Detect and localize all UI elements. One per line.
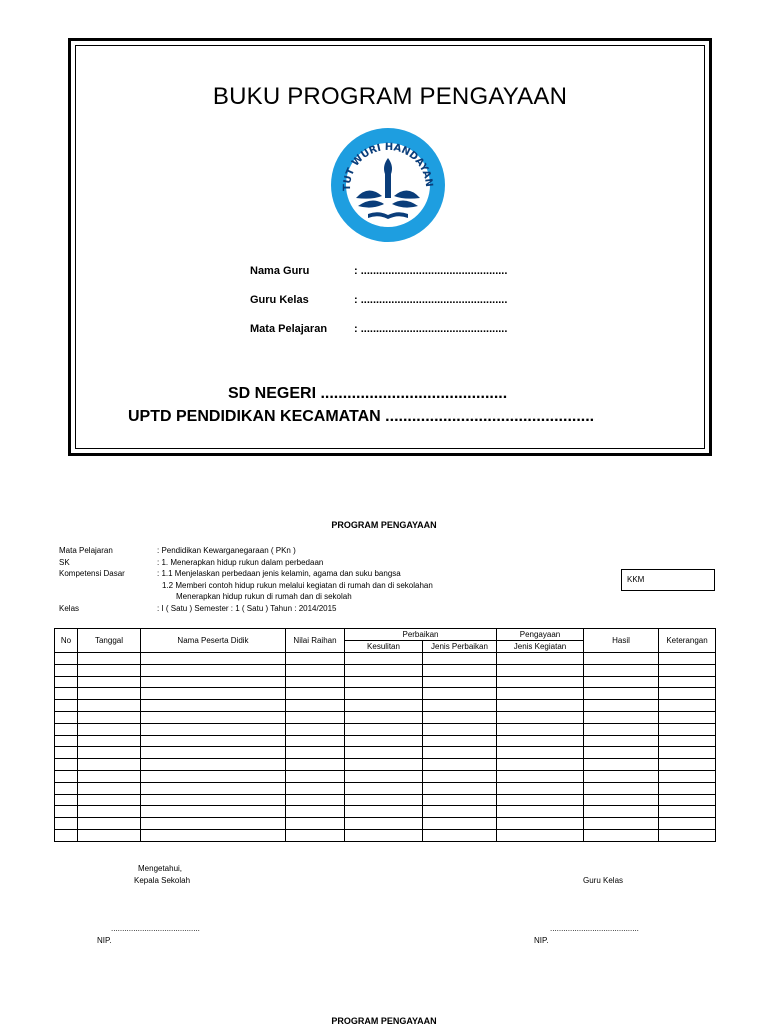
table-cell[interactable] [78, 770, 141, 782]
table-cell[interactable] [55, 806, 78, 818]
table-cell[interactable] [78, 735, 141, 747]
table-cell[interactable] [78, 829, 141, 841]
field-value: : ................................................ [354, 323, 508, 335]
table-cell[interactable] [497, 700, 584, 712]
table-cell[interactable] [345, 747, 423, 759]
table-row [55, 711, 716, 723]
program-title: PROGRAM PENGAYAAN [331, 520, 437, 530]
table-cell[interactable] [286, 759, 345, 771]
table-cell[interactable] [141, 653, 286, 665]
table-cell[interactable] [584, 723, 659, 735]
field-label: Mata Pelajaran [250, 323, 328, 335]
table-cell[interactable] [584, 664, 659, 676]
table-cell[interactable] [141, 818, 286, 830]
table-cell[interactable] [423, 747, 497, 759]
table-cell[interactable] [78, 723, 141, 735]
col-jenis-perbaikan: Jenis Perbaikan [423, 641, 497, 653]
table-cell[interactable] [141, 759, 286, 771]
table-cell[interactable] [584, 688, 659, 700]
table-cell[interactable] [345, 711, 423, 723]
table-cell[interactable] [78, 653, 141, 665]
table-cell[interactable] [55, 829, 78, 841]
table-row [55, 829, 716, 841]
table-cell[interactable] [286, 818, 345, 830]
table-cell[interactable] [659, 747, 716, 759]
table-cell[interactable] [497, 829, 584, 841]
table-cell[interactable] [659, 653, 716, 665]
table-cell[interactable] [141, 770, 286, 782]
table-cell[interactable] [659, 770, 716, 782]
next-page-title: PROGRAM PENGAYAAN [331, 1016, 437, 1024]
table-cell[interactable] [78, 759, 141, 771]
table-cell[interactable] [659, 711, 716, 723]
table-cell[interactable] [423, 653, 497, 665]
table-cell[interactable] [286, 723, 345, 735]
table-cell[interactable] [55, 747, 78, 759]
table-cell[interactable] [423, 782, 497, 794]
table-cell[interactable] [141, 711, 286, 723]
table-cell[interactable] [286, 747, 345, 759]
table-cell[interactable] [659, 829, 716, 841]
table-cell[interactable] [141, 700, 286, 712]
table-cell[interactable] [55, 664, 78, 676]
table-cell[interactable] [141, 688, 286, 700]
table-cell[interactable] [497, 664, 584, 676]
table-row [55, 747, 716, 759]
meta-label: Kelas [59, 603, 80, 613]
table-row [55, 688, 716, 700]
table-cell[interactable] [659, 688, 716, 700]
table-cell[interactable] [345, 664, 423, 676]
table-body [55, 653, 716, 842]
table-cell[interactable] [423, 818, 497, 830]
table-cell[interactable] [286, 711, 345, 723]
table-cell[interactable] [423, 794, 497, 806]
table-cell[interactable] [584, 676, 659, 688]
table-cell[interactable] [78, 711, 141, 723]
table-cell[interactable] [345, 782, 423, 794]
table-cell[interactable] [345, 770, 423, 782]
col-pengayaan: Pengayaan [497, 629, 584, 641]
table-cell[interactable] [78, 806, 141, 818]
cover-inner-border [75, 45, 705, 449]
table-cell[interactable] [497, 794, 584, 806]
table-cell[interactable] [286, 735, 345, 747]
table-cell[interactable] [345, 723, 423, 735]
table-cell[interactable] [659, 735, 716, 747]
table-cell[interactable] [497, 676, 584, 688]
meta-value: : 1.1 Menjelaskan perbedaan jenis kelamin, agama dan suku bangsa [157, 569, 401, 578]
table-row [55, 664, 716, 676]
field-value: : ................................................ [354, 294, 508, 306]
table-cell[interactable] [345, 806, 423, 818]
table-cell[interactable] [423, 770, 497, 782]
kkm-box[interactable] [621, 569, 715, 591]
table-cell[interactable] [78, 700, 141, 712]
table-cell[interactable] [286, 782, 345, 794]
meta-value: : Pendidikan Kewarganegaraan ( PKn ) [157, 546, 296, 555]
table-cell[interactable] [141, 794, 286, 806]
table-cell[interactable] [345, 653, 423, 665]
table-row [55, 770, 716, 782]
table-cell[interactable] [345, 818, 423, 830]
table-cell[interactable] [286, 653, 345, 665]
nip-right: NIP. [534, 936, 549, 945]
table-cell[interactable] [584, 818, 659, 830]
col-nilai: Nilai Raihan [286, 629, 345, 653]
table-cell[interactable] [584, 806, 659, 818]
table-cell[interactable] [584, 711, 659, 723]
table-cell[interactable] [78, 794, 141, 806]
meta-value: : 1. Menerapkan hidup rukun dalam perbedaan [157, 557, 324, 567]
table-cell[interactable] [584, 700, 659, 712]
table-cell[interactable] [497, 806, 584, 818]
table-cell[interactable] [78, 747, 141, 759]
col-hasil: Hasil [584, 629, 659, 653]
table-cell[interactable] [141, 676, 286, 688]
col-jenis-kegiatan: Jenis Kegiatan [497, 641, 584, 653]
meta-value: 1.2 Memberi contoh hidup rukun melalui kegiatan di rumah dan di sekolahan [162, 580, 433, 590]
field-label: Guru Kelas [250, 294, 309, 306]
table-cell[interactable] [55, 653, 78, 665]
table-cell[interactable] [659, 664, 716, 676]
table-cell[interactable] [141, 806, 286, 818]
cover-box [68, 38, 712, 456]
table-cell[interactable] [286, 770, 345, 782]
table-cell[interactable] [423, 688, 497, 700]
table-cell[interactable] [55, 688, 78, 700]
table-cell[interactable] [286, 829, 345, 841]
table-cell[interactable] [423, 759, 497, 771]
table-cell[interactable] [423, 735, 497, 747]
school-name-line: SD NEGERI .......................................... [228, 385, 508, 402]
table-cell[interactable] [55, 794, 78, 806]
table-row [55, 806, 716, 818]
table-cell[interactable] [497, 759, 584, 771]
meta-label: Mata Pelajaran [59, 546, 113, 555]
kkm-label: KKM [627, 575, 645, 584]
nip-left: NIP. [97, 936, 112, 945]
meta-label: SK [59, 557, 70, 567]
table-cell[interactable] [141, 664, 286, 676]
table-cell[interactable] [55, 759, 78, 771]
table-cell[interactable] [55, 676, 78, 688]
uptd-line: UPTD PENDIDIKAN KECAMATAN ............................................... [128, 408, 595, 425]
table-cell[interactable] [423, 664, 497, 676]
table-cell[interactable] [286, 676, 345, 688]
table-cell[interactable] [659, 794, 716, 806]
table-cell[interactable] [423, 676, 497, 688]
table-cell[interactable] [78, 818, 141, 830]
table-cell[interactable] [55, 818, 78, 830]
svg-text:TUT WURI HANDAYANI: TUT WURI HANDAYAN [341, 141, 435, 192]
table-cell[interactable] [55, 723, 78, 735]
col-perbaikan: Perbaikan [345, 629, 497, 641]
table-cell[interactable] [55, 782, 78, 794]
field-value: : ................................................ [354, 265, 508, 277]
table-cell[interactable] [423, 711, 497, 723]
table-cell[interactable] [286, 664, 345, 676]
table-cell[interactable] [584, 747, 659, 759]
table-row [55, 676, 716, 688]
table-cell[interactable] [584, 782, 659, 794]
table-cell[interactable] [141, 735, 286, 747]
guru-kelas-text: Guru Kelas [583, 876, 624, 885]
mengetahui-text: Mengetahui, [138, 864, 183, 873]
table-cell[interactable] [659, 806, 716, 818]
table-cell[interactable] [584, 829, 659, 841]
col-keterangan: Keterangan [659, 629, 716, 653]
table-cell[interactable] [659, 723, 716, 735]
table-cell[interactable] [286, 806, 345, 818]
table-cell[interactable] [55, 711, 78, 723]
table-cell[interactable] [286, 700, 345, 712]
signature-line-left: ........................................ [111, 924, 200, 933]
table-cell[interactable] [497, 770, 584, 782]
table-cell[interactable] [78, 664, 141, 676]
table-row [55, 759, 716, 771]
table-cell[interactable] [423, 829, 497, 841]
table-cell[interactable] [55, 735, 78, 747]
table-cell[interactable] [141, 723, 286, 735]
meta-label: Kompetensi Dasar [59, 569, 125, 578]
table-cell[interactable] [659, 700, 716, 712]
table-cell[interactable] [345, 700, 423, 712]
table-cell[interactable] [345, 676, 423, 688]
table-cell[interactable] [659, 759, 716, 771]
table-cell[interactable] [286, 688, 345, 700]
table-cell[interactable] [497, 747, 584, 759]
table-cell[interactable] [286, 794, 345, 806]
pengayaan-table [54, 628, 716, 842]
table-cell[interactable] [423, 806, 497, 818]
table-cell[interactable] [423, 723, 497, 735]
table-cell[interactable] [78, 676, 141, 688]
table-cell[interactable] [497, 711, 584, 723]
table-cell[interactable] [345, 829, 423, 841]
table-row [55, 818, 716, 830]
kepala-sekolah-text: Kepala Sekolah [134, 876, 191, 885]
table-cell[interactable] [497, 653, 584, 665]
table-cell[interactable] [345, 735, 423, 747]
table-cell[interactable] [345, 688, 423, 700]
table-cell[interactable] [584, 653, 659, 665]
table-row [55, 782, 716, 794]
table-cell[interactable] [659, 782, 716, 794]
table-cell[interactable] [584, 735, 659, 747]
table-cell[interactable] [55, 700, 78, 712]
table-cell[interactable] [497, 818, 584, 830]
table-row [55, 723, 716, 735]
table-row [55, 735, 716, 747]
table-cell[interactable] [584, 770, 659, 782]
tut-wuri-handayani-logo [328, 126, 448, 244]
table-cell[interactable] [345, 759, 423, 771]
table-cell[interactable] [497, 688, 584, 700]
table-row [55, 794, 716, 806]
table-row [55, 700, 716, 712]
table-cell[interactable] [345, 794, 423, 806]
table-cell[interactable] [78, 688, 141, 700]
table-cell[interactable] [497, 723, 584, 735]
col-tanggal: Tanggal [78, 629, 141, 653]
table-cell[interactable] [497, 735, 584, 747]
table-cell[interactable] [423, 700, 497, 712]
meta-value: Menerapkan hidup rukun di rumah dan di sekolah [176, 592, 352, 601]
signature-line-right: ........................................ [550, 924, 639, 933]
meta-value: : I ( Satu ) Semester : 1 ( Satu ) Tahun : 2014/2015 [157, 603, 337, 613]
table-cell[interactable] [141, 782, 286, 794]
table-cell[interactable] [497, 782, 584, 794]
col-nama: Nama Peserta Didik [141, 629, 286, 653]
table-cell[interactable] [659, 676, 716, 688]
table-row [55, 653, 716, 665]
table-cell[interactable] [141, 829, 286, 841]
table-cell[interactable] [78, 782, 141, 794]
table-cell[interactable] [141, 747, 286, 759]
table-cell[interactable] [584, 759, 659, 771]
col-kesulitan: Kesulitan [345, 641, 423, 653]
table-cell[interactable] [584, 794, 659, 806]
field-label: Nama Guru [250, 265, 310, 277]
cover-title: BUKU PROGRAM PENGAYAAN [212, 83, 568, 110]
col-no: No [55, 629, 78, 653]
table-cell[interactable] [659, 818, 716, 830]
table-cell[interactable] [55, 770, 78, 782]
